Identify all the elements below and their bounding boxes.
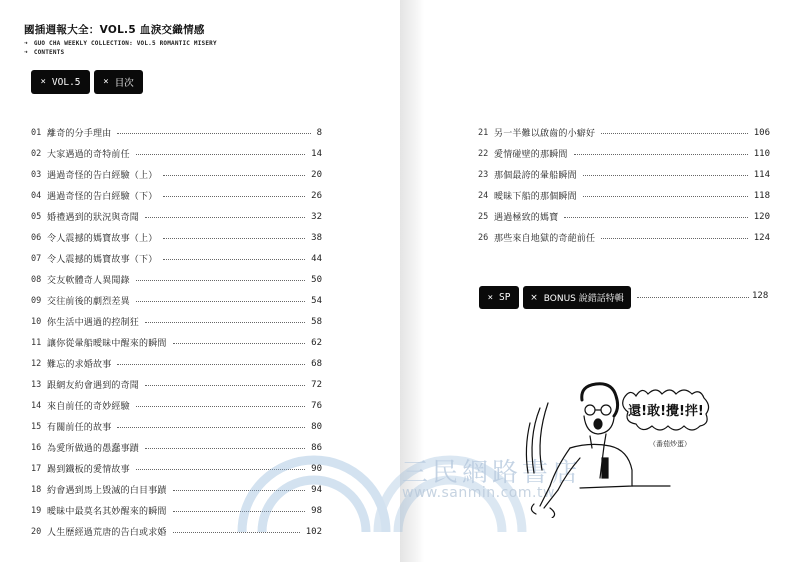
dot-leader: [117, 427, 305, 428]
entry-title: 為愛所做過的愚蠢事蹟: [47, 444, 140, 454]
watermark-text: 三民網路書店: [402, 458, 583, 488]
entry-number: 15: [31, 421, 42, 432]
entry-title: 遇過極致的媽寶: [494, 213, 559, 223]
entry-number: 09: [31, 295, 42, 306]
dot-leader: [163, 175, 305, 176]
toc-entry[interactable]: [31, 185, 322, 206]
dot-leader: [601, 238, 748, 239]
entry-page: 80: [311, 421, 322, 432]
entry-number: 17: [31, 463, 42, 474]
entry-page: 26: [311, 190, 322, 201]
dot-leader: [574, 154, 748, 155]
entry-number: 02: [31, 148, 42, 159]
entry-title: 難忘的求婚故事: [47, 360, 112, 370]
entry-page: 114: [753, 169, 770, 180]
speech-bubble-text: 還!敢!攪!拌!: [628, 404, 704, 419]
entry-title: 令人震撼的媽寶故事（上）: [47, 234, 158, 244]
dot-leader: [136, 154, 305, 155]
entry-title: 曖昧中最莫名其妙醒來的瞬間: [47, 507, 167, 517]
cartoon-illustration: [520, 378, 740, 518]
entry-number: 16: [31, 442, 42, 453]
entry-title: 你生活中遇過的控制狂: [47, 318, 140, 328]
toc-entry[interactable]: [31, 500, 322, 521]
entry-page: 72: [311, 379, 322, 390]
dot-leader: [145, 217, 305, 218]
entry-page: 86: [311, 442, 322, 453]
entry-title: 那些來自地獄的奇葩前任: [494, 234, 596, 244]
entry-title: 愛情碰壁的那瞬間: [494, 150, 568, 160]
dot-leader: [145, 385, 305, 386]
entry-page: 68: [311, 358, 322, 369]
entry-title: 跟網友約會遇到的奇聞: [47, 381, 140, 391]
toc-entry[interactable]: [31, 248, 322, 269]
entry-page: 118: [753, 190, 770, 201]
tag-label: SP: [498, 292, 511, 303]
entry-number: 24: [478, 190, 489, 201]
entry-number: 25: [478, 211, 489, 222]
entry-title: 交友軟體奇人異聞錄: [47, 276, 130, 286]
dot-leader: [136, 469, 305, 470]
toc-entry[interactable]: [31, 479, 322, 500]
dot-leader: [583, 196, 748, 197]
dot-leader: [163, 259, 305, 260]
watermark-url: www.sanmin.com.tw: [402, 485, 555, 501]
entry-number: 20: [31, 526, 42, 537]
dot-leader: [173, 511, 306, 512]
dot-leader: [117, 364, 305, 365]
entry-page: 98: [311, 505, 322, 516]
toc-entry[interactable]: [478, 143, 770, 164]
entry-title: 離奇的分手理由: [47, 129, 112, 139]
toc-entry[interactable]: [478, 185, 770, 206]
entry-title: 有關前任的故事: [47, 423, 112, 433]
entry-number: 12: [31, 358, 42, 369]
entry-page: 14: [311, 148, 322, 159]
toc-entry[interactable]: [31, 437, 322, 458]
dot-leader: [173, 343, 306, 344]
dot-leader: [145, 322, 305, 323]
entry-number: 04: [31, 190, 42, 201]
arrow-right-icon: ➜: [24, 49, 28, 56]
entry-page: 124: [753, 232, 770, 243]
entry-number: 19: [31, 505, 42, 516]
close-x-icon: ×: [103, 77, 109, 87]
toc-entry[interactable]: [31, 395, 322, 416]
dot-leader: [173, 532, 300, 533]
entry-page: 76: [311, 400, 322, 411]
entry-title: 讓你從暈船曖昧中醒來的瞬間: [47, 339, 167, 349]
dot-leader: [117, 133, 310, 134]
entry-number: 13: [31, 379, 42, 390]
entry-title: 遇過奇怪的告白經驗（上）: [47, 171, 158, 181]
dot-leader: [637, 297, 749, 298]
entry-number: 05: [31, 211, 42, 222]
entry-number: 18: [31, 484, 42, 495]
tag-label: BONUS 說錯話特輯: [543, 294, 624, 304]
sp-tag: [479, 286, 519, 309]
toc-entry[interactable]: [31, 332, 322, 353]
entry-number: 01: [31, 127, 42, 138]
toc-list-right: [478, 122, 770, 248]
dot-leader: [564, 217, 747, 218]
entry-page: 50: [311, 274, 322, 285]
toc-entry[interactable]: [31, 458, 322, 479]
entry-page: 102: [305, 526, 322, 537]
entry-number: 11: [31, 337, 42, 348]
subtitle-text: CONTENTS: [33, 49, 65, 56]
entry-number: 21: [478, 127, 489, 138]
dot-leader: [163, 196, 305, 197]
toc-entry[interactable]: [478, 164, 770, 185]
dot-leader: [173, 490, 306, 491]
entry-page: 120: [753, 211, 770, 222]
book-title: 國插週報大全：VOL.5 血淚交織情感: [24, 24, 205, 36]
entry-number: 22: [478, 148, 489, 159]
entry-number: 10: [31, 316, 42, 327]
entry-title: 約會遇到馬上毀滅的白目事蹟: [47, 486, 167, 496]
entry-page: 32: [311, 211, 322, 222]
entry-number: 08: [31, 274, 42, 285]
entry-title: 另一半難以啟齒的小癖好: [494, 129, 596, 139]
dot-leader: [601, 133, 748, 134]
bonus-page-number: 128: [752, 291, 769, 301]
tag-label: VOL.5: [51, 76, 81, 88]
illustration-caption: （番茄炒蛋）: [649, 440, 691, 448]
toc-entry[interactable]: [478, 227, 770, 248]
entry-number: 06: [31, 232, 42, 243]
toc-entry[interactable]: [478, 206, 770, 227]
toc-entry[interactable]: [31, 227, 322, 248]
arrow-right-icon: ➜: [24, 40, 28, 47]
subtitle-english: [24, 40, 217, 47]
close-x-icon: ×: [530, 292, 538, 303]
volume-tag: [31, 70, 90, 94]
entry-title: 大家遇過的奇特前任: [47, 150, 130, 160]
dot-leader: [583, 175, 748, 176]
entry-title: 踢到鐵板的愛情故事: [47, 465, 130, 475]
dot-leader: [145, 448, 305, 449]
dot-leader: [136, 280, 305, 281]
toc-entry[interactable]: [31, 290, 322, 311]
toc-entry[interactable]: [31, 122, 322, 143]
toc-entry[interactable]: [31, 353, 322, 374]
subtitle-text: GUO CHA WEEKLY COLLECTION: VOL.5 ROMANTIC MISERY: [33, 40, 217, 47]
entry-page: 20: [311, 169, 322, 180]
toc-list-left: [31, 122, 322, 542]
entry-page: 8: [316, 127, 322, 138]
entry-title: 人生歷經過荒唐的告白或求婚: [47, 528, 167, 538]
entry-title: 遇過奇怪的告白經驗（下）: [47, 192, 158, 202]
entry-number: 26: [478, 232, 489, 243]
entry-page: 54: [311, 295, 322, 306]
entry-number: 23: [478, 169, 489, 180]
entry-page: 110: [753, 148, 770, 159]
entry-title: 那個最誇的暈船瞬間: [494, 171, 577, 181]
toc-entry[interactable]: [31, 269, 322, 290]
toc-entry[interactable]: [31, 143, 322, 164]
entry-title: 曖昧下船的那個瞬間: [494, 192, 577, 202]
entry-title: 令人震撼的媽寶故事（下）: [47, 255, 158, 265]
toc-entry[interactable]: [31, 164, 322, 185]
dot-leader: [163, 238, 305, 239]
tag-label: 目次: [114, 78, 134, 89]
entry-number: 07: [31, 253, 42, 264]
entry-title: 婚禮遇到的狀況與奇聞: [47, 213, 140, 223]
dot-leader: [136, 406, 305, 407]
toc-entry[interactable]: [478, 122, 770, 143]
toc-entry[interactable]: [31, 206, 322, 227]
entry-page: 90: [311, 463, 322, 474]
dot-leader: [136, 301, 305, 302]
entry-page: 58: [311, 316, 322, 327]
toc-entry[interactable]: [31, 311, 322, 332]
entry-page: 44: [311, 253, 322, 264]
entry-number: 03: [31, 169, 42, 180]
bonus-tag[interactable]: [523, 286, 631, 309]
subtitle-contents: [24, 49, 64, 56]
toc-entry[interactable]: [31, 416, 322, 437]
toc-entry[interactable]: [31, 521, 322, 542]
entry-title: 交往前後的劇烈差異: [47, 297, 130, 307]
entry-page: 38: [311, 232, 322, 243]
entry-title: 來自前任的奇妙經驗: [47, 402, 130, 412]
entry-number: 14: [31, 400, 42, 411]
toc-entry[interactable]: [31, 374, 322, 395]
contents-tag: [94, 70, 143, 94]
close-x-icon: ×: [487, 292, 493, 303]
entry-page: 106: [753, 127, 770, 138]
close-x-icon: ×: [40, 77, 46, 87]
entry-page: 94: [311, 484, 322, 495]
entry-page: 62: [311, 337, 322, 348]
